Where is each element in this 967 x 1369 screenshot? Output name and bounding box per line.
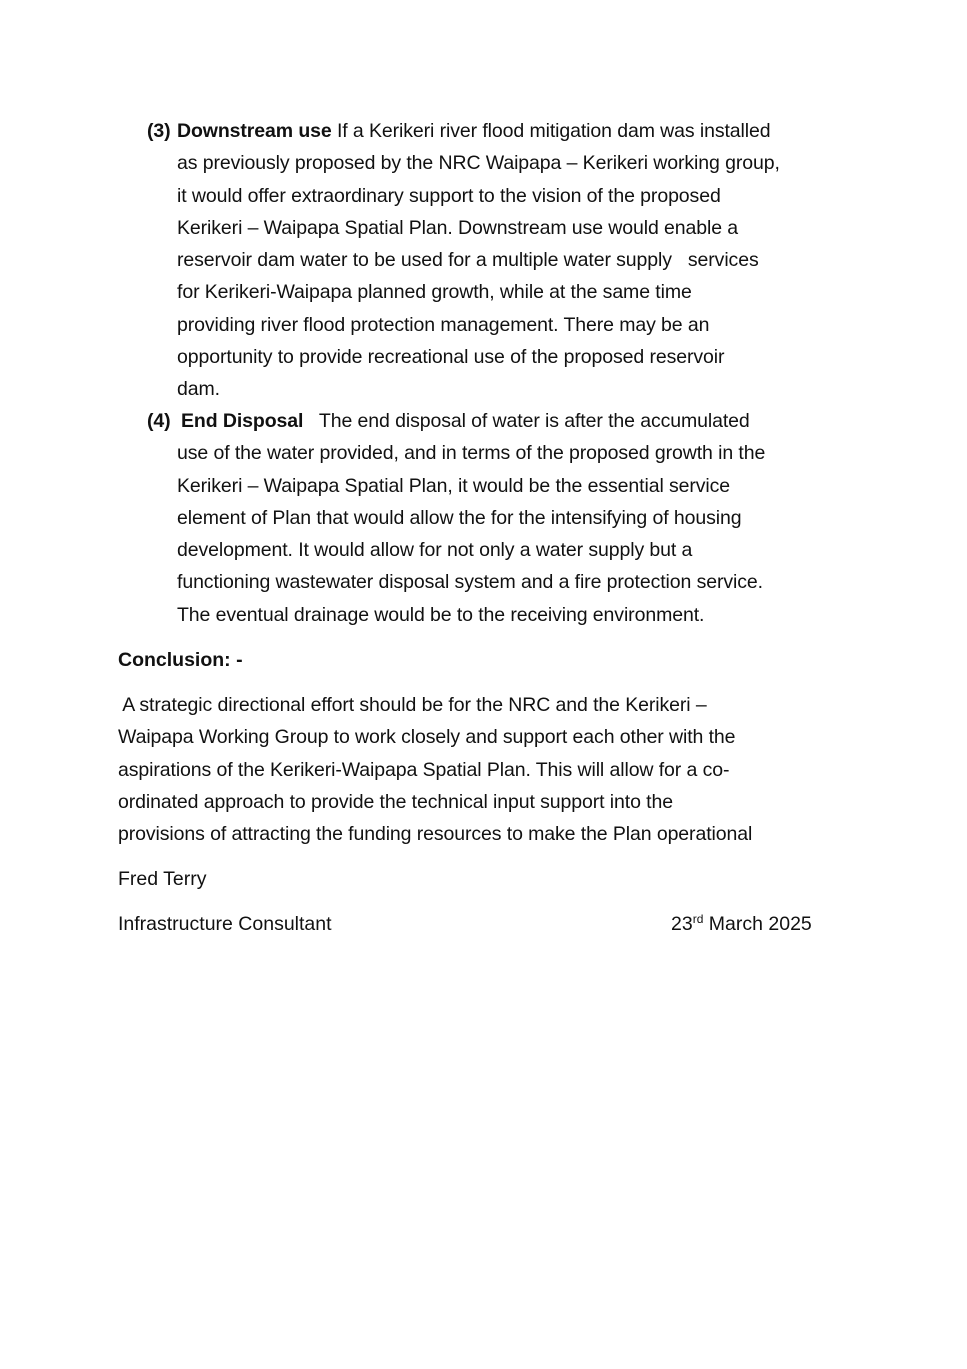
item-text-line: it would offer extraordinary support to the vision of the proposed (177, 184, 721, 207)
item-text-line: development. It would allow for not only a water supply but a (177, 539, 693, 562)
item-text-line: for Kerikeri-Waipapa planned growth, while at the same time (177, 281, 692, 304)
signature-title: Infrastructure Consultant (118, 913, 332, 935)
item-text-line: element of Plan that would allow the for the intensifying of housing (177, 506, 742, 529)
item-text-line: providing river flood protection management. There may be an (177, 313, 710, 336)
item-text-line: use of the water provided, and in terms of the proposed growth in the (177, 442, 766, 465)
signature-date (671, 909, 812, 939)
item-heading: End Disposal (181, 410, 304, 432)
item-first-line (177, 405, 859, 437)
paragraph-line: A strategic directional effort should be for the NRC and the Kerikeri – (118, 694, 707, 716)
date-day: 23 (671, 913, 693, 935)
paragraph-line: Waipapa Working Group to work closely and support each other with the (118, 726, 736, 749)
item-number: (4) (147, 410, 171, 432)
item-text-line: Kerikeri – Waipapa Spatial Plan. Downstream use would enable a (177, 216, 739, 239)
paragraph-line: provisions of attracting the funding resources to make the Plan operational (118, 823, 753, 846)
item-text-line: reservoir dam water to be used for a multiple water supply services (177, 249, 759, 272)
date-suffix: rd (692, 912, 704, 926)
item-number: (3) (147, 120, 171, 142)
item-body (147, 115, 859, 406)
item-heading: Downstream use (177, 120, 332, 142)
signature-name: Fred Terry (118, 868, 207, 890)
item-text-line: The end disposal of water is after the accumulated (303, 410, 750, 432)
item-text-line: functioning wastewater disposal system and a fire protection service. (177, 571, 763, 594)
paragraph-line: ordinated approach to provide the technical input support into the (118, 790, 673, 813)
item-body (147, 405, 859, 631)
item-text-line: dam. (177, 378, 220, 401)
item-text-line: The eventual drainage would be to the receiving environment. (177, 603, 705, 626)
item-first-line (177, 115, 859, 147)
conclusion-heading: Conclusion: - (118, 649, 243, 671)
item-text-line: Kerikeri – Waipapa Spatial Plan, it would be the essential service (177, 474, 731, 497)
conclusion-paragraph (118, 689, 858, 850)
list-item-end-disposal (147, 405, 859, 631)
list-item-downstream-use (147, 115, 859, 406)
item-text-line: opportunity to provide recreational use of the proposed reservoir (177, 346, 725, 369)
item-text-line: as previously proposed by the NRC Waipapa – Kerikeri working group, (177, 152, 780, 175)
item-text-line: If a Kerikeri river flood mitigation dam was installed (331, 120, 771, 142)
paragraph-line: aspirations of the Kerikeri-Waipapa Spatial Plan. This will allow for a co- (118, 758, 730, 781)
date-rest: March 2025 (703, 913, 812, 935)
